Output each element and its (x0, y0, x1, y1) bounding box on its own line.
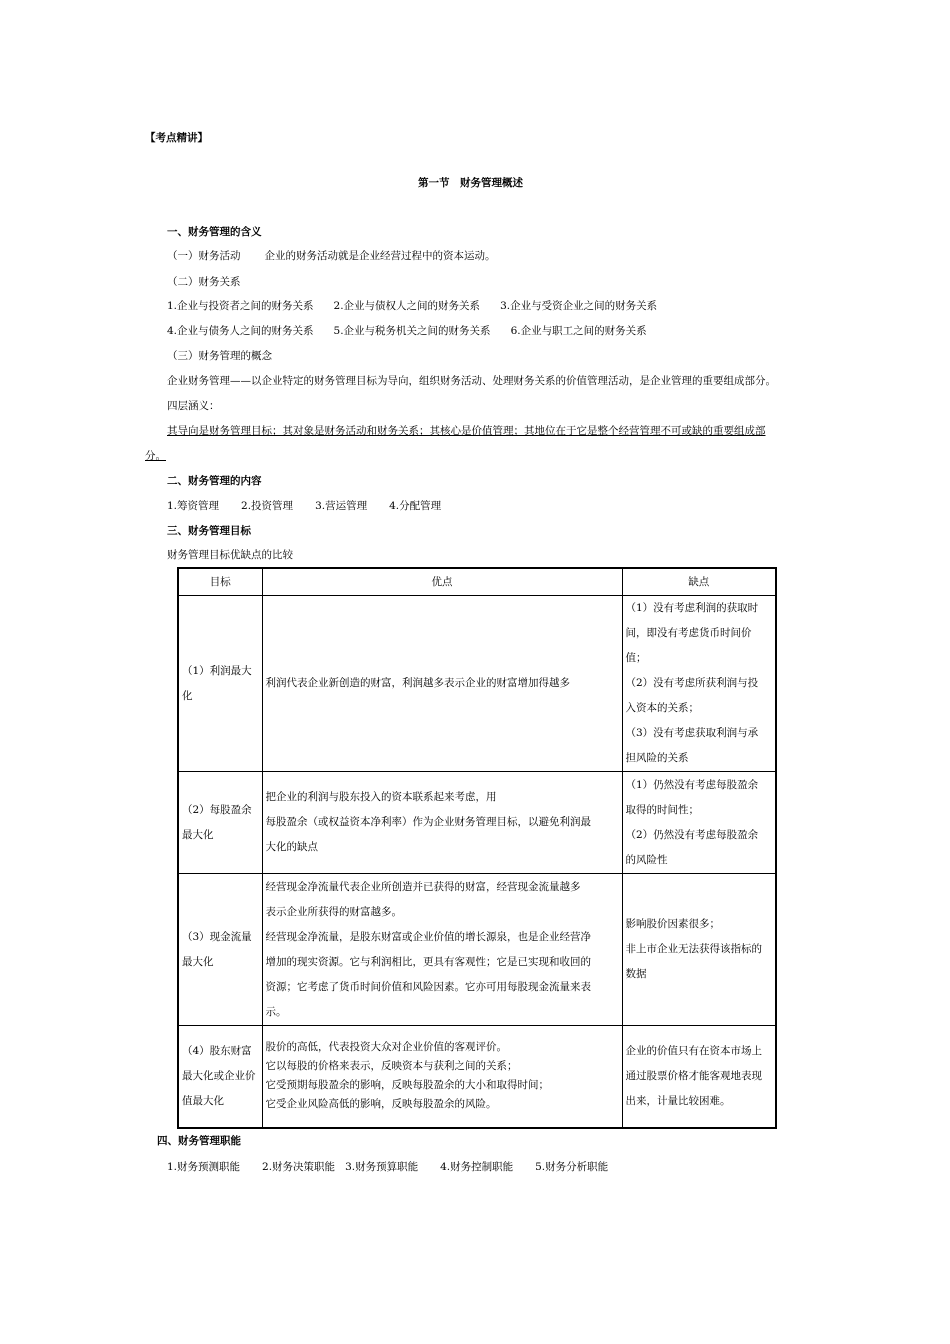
content-items (167, 499, 441, 513)
goals-comparison-table (177, 567, 777, 1129)
cons-cell: 影响股价因素很多； 非上市企业无法获得该指标的 数据 (622, 874, 776, 1026)
table-row (178, 596, 776, 772)
relation-item: 6.企业与职工之间的财务关系 (510, 325, 647, 337)
goal-cell: （3）现金流量 最大化 (178, 874, 262, 1026)
s1-item1-label: （一）财务活动 (167, 250, 241, 262)
relations-row-2 (167, 324, 647, 338)
relation-item: 3.企业与受资企业之间的财务关系 (500, 300, 658, 312)
concept-text: 企业财务管理——以企业特定的财务管理目标为导向，组织财务活动、处理财务关系的价值管理活动，是企业管理的重要组成部分。 (167, 375, 776, 387)
relation-item: 1.企业与投资者之间的财务关系 (167, 300, 314, 312)
header-goal: 目标 (178, 568, 262, 596)
relations-row-1 (167, 299, 657, 313)
s4-title: 四、财务管理职能 (157, 1135, 241, 1147)
relation-item: 4.企业与债务人之间的财务关系 (167, 325, 314, 337)
relation-item: 2.企业与债权人之间的财务关系 (333, 300, 481, 312)
function-item: 4.财务控制职能 (440, 1161, 514, 1173)
table-row (178, 874, 776, 1026)
function-item: 5.财务分析职能 (535, 1161, 609, 1173)
heading-tag: 【考点精讲】 (145, 132, 208, 144)
layers-line-1: 其导向是财务管理目标；其对象是财务活动和财务关系；其核心是价值管理；其地位在于它是整个经营管理不可或缺的重要组成部 (167, 425, 766, 437)
cons-cell: （1）仍然没有考虑每股盈余 取得的时间性； （2）仍然没有考虑每股盈余 的风险性 (622, 772, 776, 874)
function-item: 2.财务决策职能 (262, 1161, 336, 1173)
s1-item3-label: （三）财务管理的概念 (167, 350, 272, 362)
s1-item1-text: 企业的财务活动就是企业经营过程中的资本运动。 (264, 250, 496, 262)
cons-cell: （1）没有考虑利润的获取时 间，即没有考虑货币时间价 值； （2）没有考虑所获利润与投 入资本的关系； （3）没有考虑获取利润与承 担风险的关系 (622, 596, 776, 772)
goal-cell: （4）股东财富 最大化或企业价 值最大化 (178, 1026, 262, 1128)
s1-item1 (167, 249, 496, 263)
s1-title: 一、财务管理的含义 (167, 226, 262, 238)
content-item: 4.分配管理 (389, 500, 442, 512)
s1-item2-label: （二）财务关系 (167, 276, 241, 288)
section-title: 第一节 财务管理概述 (418, 177, 523, 189)
table-header-row (178, 568, 776, 596)
table-row (178, 772, 776, 874)
four-layers-label: 四层涵义： (167, 400, 220, 412)
goal-cell: （2）每股盈余 最大化 (178, 772, 262, 874)
cons-cell: 企业的价值只有在资本市场上 通过股票价格才能客观地表现 出来，计量比较困难。 (622, 1026, 776, 1128)
function-item: 1.财务预测职能 (167, 1161, 241, 1173)
function-items (167, 1160, 608, 1174)
s3-title: 三、财务管理目标 (167, 525, 251, 537)
s2-title: 二、财务管理的内容 (167, 475, 262, 487)
layers-line-2: 分。 (145, 450, 166, 462)
content-item: 3.营运管理 (315, 500, 368, 512)
goal-cell: （1）利润最大 化 (178, 596, 262, 772)
table-caption: 财务管理目标优缺点的比较 (167, 549, 293, 561)
pros-cell: 利润代表企业新创造的财富，利润越多表示企业的财富增加得越多 (262, 596, 622, 772)
content-item: 2.投资管理 (241, 500, 294, 512)
relation-item: 5.企业与税务机关之间的财务关系 (333, 325, 491, 337)
header-pros: 优点 (262, 568, 622, 596)
function-item: 3.财务预算职能 (345, 1161, 419, 1173)
pros-cell: 股价的高低，代表投资大众对企业价值的客观评价。 它以每股的价格来表示，反映资本与获利之间的关系； 它受预期每股盈余的影响，反映每股盈余的大小和取得时间； 它受企业风险高低的影响，反映每股盈余的风险。 (262, 1026, 622, 1128)
header-cons: 缺点 (622, 568, 776, 596)
content-item: 1.筹资管理 (167, 500, 220, 512)
pros-cell: 经营现金净流量代表企业所创造并已获得的财富，经营现金流量越多 表示企业所获得的财富越多。 经营现金净流量，是股东财富或企业价值的增长源泉，也是企业经营净 增加的现实资源。它与利润相比，更具有客观性；它是已实现和收回的 资源；它考虑了货币时间价值和风险因素。它亦可用每股现金流量来表 示。 (262, 874, 622, 1026)
table-row (178, 1026, 776, 1128)
pros-cell: 把企业的利润与股东投入的资本联系起来考虑，用 每股盈余（或权益资本净利率）作为企业财务管理目标，以避免利润最 大化的缺点 (262, 772, 622, 874)
